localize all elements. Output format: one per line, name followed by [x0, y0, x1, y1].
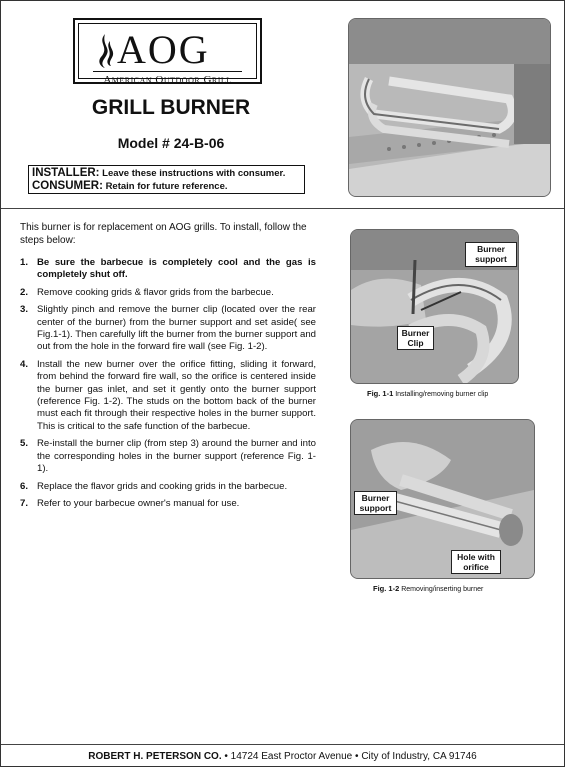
footer: ROBERT H. PETERSON CO. • 14724 East Proctor Avenue • City of Industry, CA 91746 — [88, 751, 477, 762]
step-item: 4. Install the new burner over the orifice fitting, sliding it forward, from behind the forward fire wall, so the orifice is centered inside the burner gas inlet, and set it gently onto the burner support (reference Fig. 1-2). The studs on the bottom back of the burner must each fit through their respective holes in the burner support. This is critical to the safe function of the barbecue. — [20, 358, 316, 432]
street-address: 14724 East Proctor Avenue — [230, 751, 353, 762]
fig-1-1-caption: Fig. 1-1 Installing/removing burner clip — [367, 389, 489, 398]
step-item: 7. Refer to your barbecue owner's manual for use. — [20, 497, 240, 509]
installer-notice — [28, 165, 305, 194]
burner-support-callout: Burner support — [354, 491, 397, 515]
logo-subtitle: American Outdoor Grill — [103, 74, 232, 86]
installation-steps — [20, 257, 316, 515]
burner-clip-callout: Burner Clip — [397, 326, 434, 350]
footer-divider — [1, 744, 564, 745]
burner-support-callout: Burner support — [465, 242, 517, 267]
fig-1-2-caption: Fig. 1-2 Removing/inserting burner — [373, 584, 484, 593]
grill-burners-photo — [348, 18, 551, 197]
aog-logo — [73, 18, 262, 84]
page-title: GRILL BURNER — [91, 96, 251, 119]
flame-icon — [93, 33, 115, 69]
intro-text: This burner is for replacement on AOG grills. To install, follow the steps below: — [20, 222, 307, 246]
step-item: 6. Replace the flavor grids and cooking grids in the barbecue. — [20, 480, 288, 492]
step-item: 1. Be sure the barbecue is completely cool and the gas is completely shut off. — [20, 257, 316, 281]
step-item: 3. Slightly pinch and remove the burner clip (located over the rear center of the burner) from the burner support and set aside( see Fig.1-1). Then carefully lift the burner from the burner support and out from the hole in the forward fire wall (see Fig. 1-2). — [20, 304, 316, 353]
section-divider — [1, 208, 564, 209]
consumer-label: CONSUMER: — [32, 180, 103, 192]
logo-mark: AOG — [117, 27, 210, 72]
city-address: City of Industry, CA 91746 — [361, 751, 477, 762]
installer-text: Leave these instructions with consumer. — [102, 168, 286, 179]
step-item: 5. Re-install the burner clip (from step 3) around the burner and into the corresponding holes in the burner support (reference Fig. 1-1). — [20, 438, 316, 475]
step-item: 2. Remove cooking grids & flavor grids from the barbecue. — [20, 286, 274, 298]
hole-with-orifice-callout: Hole with orifice — [451, 550, 501, 574]
company-name: ROBERT H. PETERSON CO. — [88, 751, 222, 762]
consumer-text: Retain for future reference. — [105, 181, 228, 192]
model-number: Model # 24-B-06 — [117, 135, 225, 151]
installer-label: INSTALLER: — [32, 167, 100, 179]
